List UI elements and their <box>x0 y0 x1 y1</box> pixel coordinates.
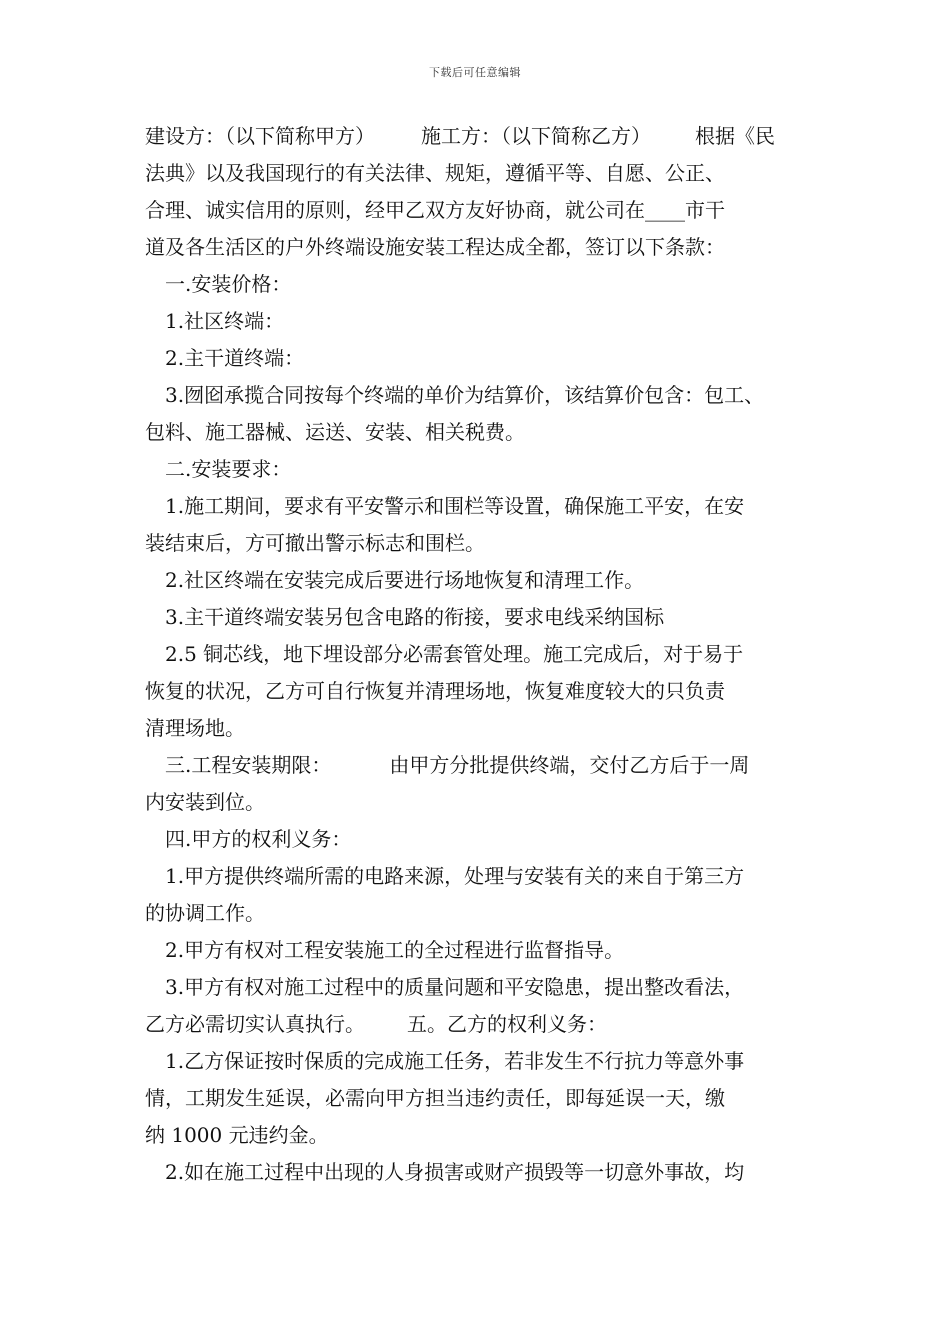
text-segment: 四.甲方的权利义务： <box>145 827 352 851</box>
text-segment: 包料、施工器械、运送、安装、相关税费。 <box>145 420 525 444</box>
section-heading <box>145 266 825 303</box>
text-segment: 法典》以及我国现行的有关法律、规矩，遵循平等、自愿、公正、 <box>145 161 725 185</box>
text-segment: 装结束后，方可撤出警示标志和围栏。 <box>145 531 485 555</box>
list-item <box>145 488 825 525</box>
text-segment: 1.施工期间，要求有平安警示和围栏等设置，确保施工平安，在安 <box>145 494 745 518</box>
section-heading <box>145 747 825 784</box>
text-segment: 合理、诚实信用的原则，经甲乙双方友好协商，就公司在____市干 <box>145 198 725 222</box>
text-segment: 3.主干道终端安装另包含电路的衔接，要求电线采纳国标 <box>145 605 665 629</box>
text-segment: 情，工期发生延误，必需向甲方担当违约责任，即每延误一天，缴 <box>145 1086 725 1110</box>
text-segment: 的协调工作。 <box>145 901 265 925</box>
list-item <box>145 599 825 636</box>
section-heading <box>145 821 825 858</box>
text-line <box>145 525 825 562</box>
text-line <box>145 192 825 229</box>
text-line <box>145 636 825 673</box>
document-body <box>145 118 825 1191</box>
text-segment: 1.甲方提供终端所需的电路来源，处理与安装有关的来自于第三方 <box>145 864 745 888</box>
text-segment: 建设方：（以下简称甲方） <box>145 124 375 148</box>
text-segment: 2.社区终端在安装完成后要进行场地恢复和清理工作。 <box>145 568 645 592</box>
text-line <box>145 229 825 266</box>
text-segment: 施工方：（以下简称乙方） <box>421 124 651 148</box>
list-item <box>145 858 825 895</box>
list-item <box>145 303 825 340</box>
list-item <box>145 969 825 1006</box>
text-line <box>145 1117 825 1154</box>
list-item <box>145 340 825 377</box>
text-segment: 1.社区终端： <box>145 309 285 333</box>
text-segment: 恢复的状况，乙方可自行恢复并清理场地，恢复难度较大的只负责 <box>145 679 725 703</box>
page-header: 下载后可任意编辑 <box>429 66 521 79</box>
text-segment: 1.乙方保证按时保质的完成施工任务，若非发生不行抗力等意外事 <box>145 1049 745 1073</box>
section-heading: 五。乙方的权利义务： <box>407 1012 607 1036</box>
text-line <box>145 414 825 451</box>
text-segment: 2.如在施工过程中出现的人身损害或财产损毁等一切意外事故，均 <box>145 1160 745 1184</box>
text-line <box>145 118 825 155</box>
text-segment: 2.5 铜芯线，地下埋设部分必需套管处理。施工完成后，对于易于 <box>145 642 744 666</box>
text-segment: 2.甲方有权对工程安装施工的全过程进行监督指导。 <box>145 938 625 962</box>
list-item <box>145 377 825 414</box>
text-line <box>145 1080 825 1117</box>
list-item <box>145 1154 825 1191</box>
text-segment: 根据《民 <box>695 124 775 148</box>
text-segment: 内安装到位。 <box>145 790 265 814</box>
text-segment: 三.工程安装期限： <box>145 753 332 777</box>
text-segment: 一.安装价格： <box>145 272 292 296</box>
text-segment: 二.安装要求： <box>145 457 292 481</box>
text-segment: 纳 1000 元违约金。 <box>145 1123 329 1147</box>
list-item <box>145 562 825 599</box>
list-item <box>145 932 825 969</box>
text-line <box>145 895 825 932</box>
text-segment: 3.甲方有权对施工过程中的质量问题和平安隐患，提出整改看法， <box>145 975 745 999</box>
text-line <box>145 155 825 192</box>
text-segment: 道及各生活区的户外终端设施安装工程达成全都，签订以下条款： <box>145 235 725 259</box>
text-segment: 2.主干道终端： <box>145 346 305 370</box>
text-line <box>145 1006 825 1043</box>
text-line <box>145 784 825 821</box>
list-item <box>145 1043 825 1080</box>
text-segment: 3.囫囵承揽合同按每个终端的单价为结算价，该结算价包含：包工、 <box>145 383 765 407</box>
section-heading <box>145 451 825 488</box>
text-segment: 乙方必需切实认真执行。 <box>145 1012 365 1036</box>
text-segment: 清理场地。 <box>145 716 245 740</box>
text-segment: 由甲方分批提供终端，交付乙方后于一周 <box>389 753 750 777</box>
text-line <box>145 710 825 747</box>
text-line <box>145 673 825 710</box>
